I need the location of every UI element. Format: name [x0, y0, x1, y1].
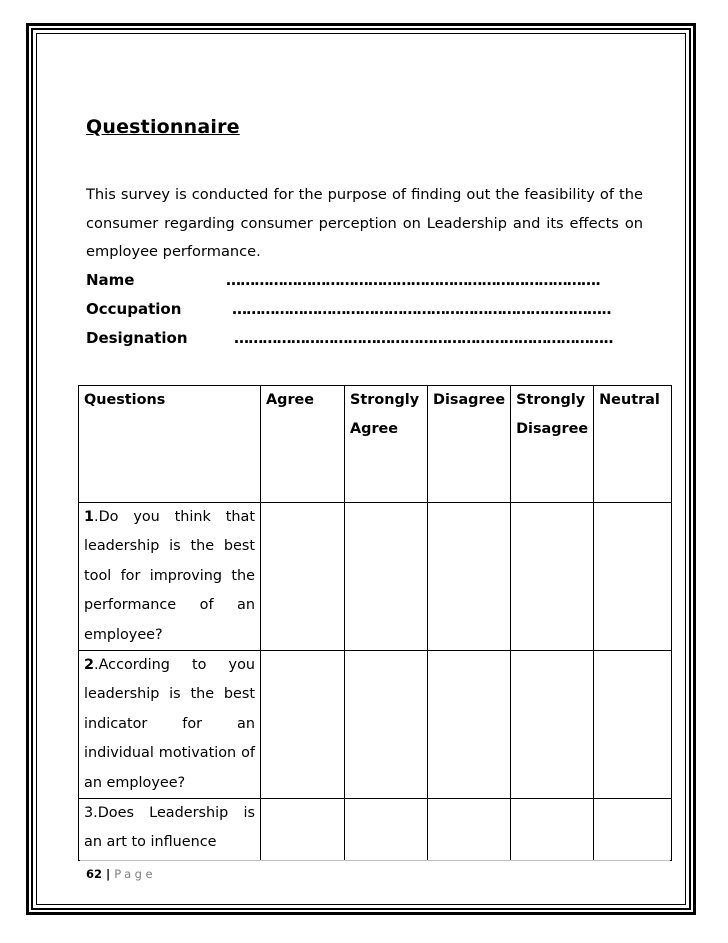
answer-cell-strongly-agree[interactable]: [345, 651, 428, 799]
header-strongly-agree: Strongly Agree: [345, 386, 428, 503]
table-header-row: [79, 386, 672, 503]
answer-cell-neutral[interactable]: [594, 651, 672, 799]
answer-cell-agree[interactable]: [261, 503, 345, 651]
answer-cell-disagree[interactable]: [428, 799, 511, 861]
question-text: .Do you think that leadership is the best tool for improving the performance of an employee?: [84, 509, 255, 643]
name-blank[interactable]: …………………………………………………………………….: [226, 271, 601, 289]
header-neutral: Neutral: [594, 386, 672, 503]
footer-divider: [80, 860, 670, 861]
page-number: 62: [86, 867, 103, 881]
page-footer: [86, 867, 156, 881]
occupation-label: Occupation: [86, 300, 182, 318]
answer-cell-agree[interactable]: [261, 651, 345, 799]
table-row: [79, 651, 672, 799]
answer-cell-disagree[interactable]: [428, 651, 511, 799]
answer-cell-neutral[interactable]: [594, 799, 672, 861]
question-cell: [79, 651, 261, 799]
answer-cell-strongly-disagree[interactable]: [511, 799, 594, 861]
answer-cell-neutral[interactable]: [594, 503, 672, 651]
question-number: 2: [84, 657, 95, 674]
page-label: Page: [114, 867, 157, 881]
table-row: [79, 503, 672, 651]
question-cell: [79, 503, 261, 651]
header-agree: Agree: [261, 386, 345, 503]
table-row: [79, 799, 672, 861]
questionnaire-table: [78, 385, 672, 861]
header-disagree: Disagree: [428, 386, 511, 503]
intro-paragraph: [86, 181, 643, 267]
question-text: .According to you leadership is the best indicator for an individual motivation of an employee?: [84, 657, 255, 791]
answer-cell-agree[interactable]: [261, 799, 345, 861]
answer-cell-strongly-disagree[interactable]: [511, 503, 594, 651]
document-title: Questionnaire: [86, 116, 240, 138]
answer-cell-strongly-agree[interactable]: [345, 799, 428, 861]
name-label: Name: [86, 271, 135, 289]
header-questions: Questions: [79, 386, 261, 503]
question-cell: [79, 799, 261, 861]
question-text: 3.Does Leadership is an art to influence: [84, 805, 255, 851]
header-strongly-disagree: Strongly Disagree: [511, 386, 594, 503]
question-number: 1: [84, 509, 95, 525]
footer-separator: |: [106, 867, 111, 881]
intro-text: This survey is conducted for the purpose of finding out the feasibility of the consumer regarding consumer perception on Leadership and its effects on employee performance.: [86, 186, 643, 261]
answer-cell-disagree[interactable]: [428, 503, 511, 651]
answer-cell-strongly-disagree[interactable]: [511, 651, 594, 799]
designation-label: Designation: [86, 329, 188, 347]
answer-cell-strongly-agree[interactable]: [345, 503, 428, 651]
designation-blank[interactable]: ……………………………………………………………………..: [234, 329, 613, 347]
occupation-blank[interactable]: ……………………………………………………………………..: [232, 300, 611, 318]
